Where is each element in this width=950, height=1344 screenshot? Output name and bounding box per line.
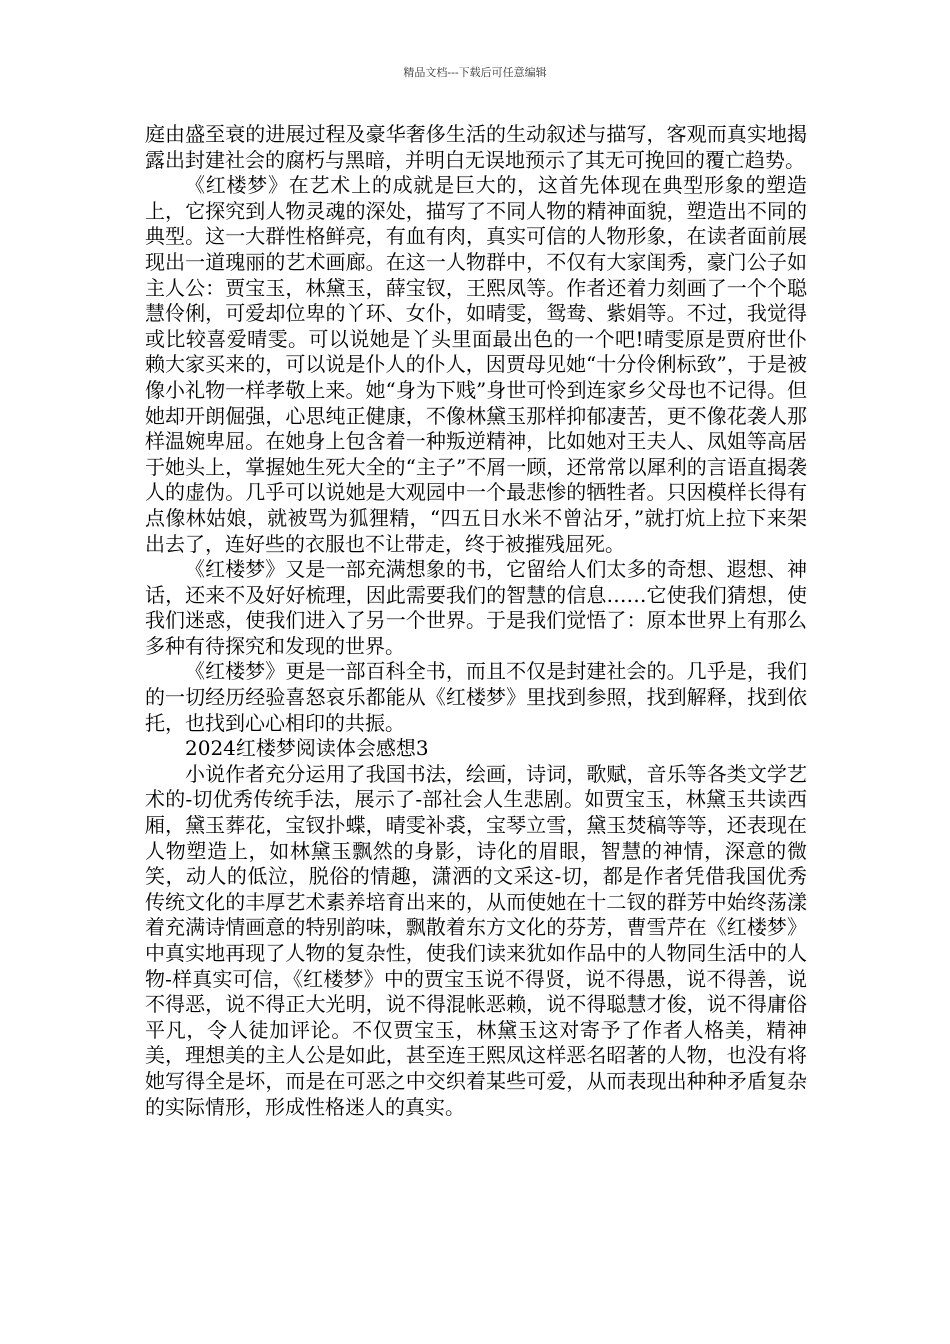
document-body <box>145 122 807 1120</box>
paragraph-continuation: 庭由盛至衰的进展过程及豪华奢侈生活的生动叙述与描写，客观而真实地揭露出封建社会的腐朽与黑暗，并明白无误地预示了其无可挽回的覆亡趋势。 <box>145 122 807 172</box>
paragraph-imagination: 《红楼梦》又是一部充满想象的书，它留给人们太多的奇想、遐想、神话，还来不及好好梳理，因此需要我们的智慧的信息……它使我们猜想，使我们迷惑，使我们进入了另一个世界。于是我们觉悟了：原本世界上有那么多种有待探究和发现的世界。 <box>145 557 807 658</box>
page-header: 精品文档---下载后可任意编辑 <box>403 66 547 79</box>
section-heading: 2024红楼梦阅读体会感想3 <box>185 736 429 761</box>
paragraph-artistic-techniques: 小说作者充分运用了我国书法，绘画，诗词，歌赋，音乐等各类文学艺术的-切优秀传统手法，展示了-部社会人生悲剧。如贾宝玉，林黛玉共读西厢，黛玉葬花，宝钗扑蝶，晴雯补裘，宝琴立雪，黛玉焚稿等等，还表现在人物塑造上，如林黛玉飘然的身影，诗化的眉眼，智慧的神情，深意的微笑，动人的低泣，脱俗的情趣，潇洒的文采这-切，都是作者凭借我国优秀传统文化的丰厚艺术素养培育出来的，从而使她在十二钗的群芳中始终荡漾着充满诗情画意的特别韵味，飘散着东方文化的芬芳，曹雪芹在《红楼梦》中真实地再现了人物的复杂性，使我们读来犹如作品中的人物同生活中的人物-样真实可信，《红楼梦》中的贾宝玉说不得贤，说不得愚，说不得善，说不得恶，说不得正大光明，说不得混帐恶赖，说不得聪慧才俊，说不得庸俗平凡，令人徒加评论。不仅贾宝玉，林黛玉这对寄予了作者人格美，精神美，理想美的主人公是如此，甚至连王熙凤这样恶名昭著的人物，也没有将她写得全是坏，而是在可恶之中交织着某些可爱，从而表现出种种矛盾复杂的实际情形，形成性格迷人的真实。 <box>145 761 807 1119</box>
paragraph-art-achievement: 《红楼梦》在艺术上的成就是巨大的，这首先体现在典型形象的塑造上，它探究到人物灵魂的深处，描写了不同人物的精神面貌，塑造出不同的典型。这一大群性格鲜亮，有血有肉，真实可信的人物形象，在读者面前展现出一道瑰丽的艺术画廊。在这一人物群中，不仅有大家闺秀，豪门公子如主人公：贾宝玉，林黛玉，薛宝钗，王熙凤等。作者还着力刻画了一个个聪慧伶俐，可爱却位卑的丫环、女仆，如晴雯，鸳鸯、紫娟等。不过，我觉得或比较喜爱晴雯。可以说她是丫头里面最出色的一个吧!晴雯原是贾府世仆赖大家买来的，可以说是仆人的仆人，因贾母见她“十分伶俐标致”，于是被像小礼物一样孝敬上来。她“身为下贱”身世可怜到连家乡父母也不记得。但她却开朗倔强，心思纯正健康，不像林黛玉那样抑郁凄苦，更不像花袭人那样温婉卑屈。在她身上包含着一种叛逆精神，比如她对王夫人、凤姐等高居于她头上，掌握她生死大全的“主子”不屑一顾，还常常以犀利的言语直揭袭人的虚伪。几乎可以说她是大观园中一个最悲惨的牺牲者。只因模样长得有点像林姑娘，就被骂为狐狸精，“四五日水米不曾沾牙，”就打炕上拉下来架出去了，连好些的衣服也不让带走，终于被摧残屈死。 <box>145 173 807 556</box>
paragraph-encyclopedia: 《红楼梦》更是一部百科全书，而且不仅是封建社会的。几乎是，我们的一切经历经验喜怒哀乐都能从《红楼梦》里找到参照，找到解释，找到依托，也找到心心相印的共振。 <box>145 659 807 735</box>
